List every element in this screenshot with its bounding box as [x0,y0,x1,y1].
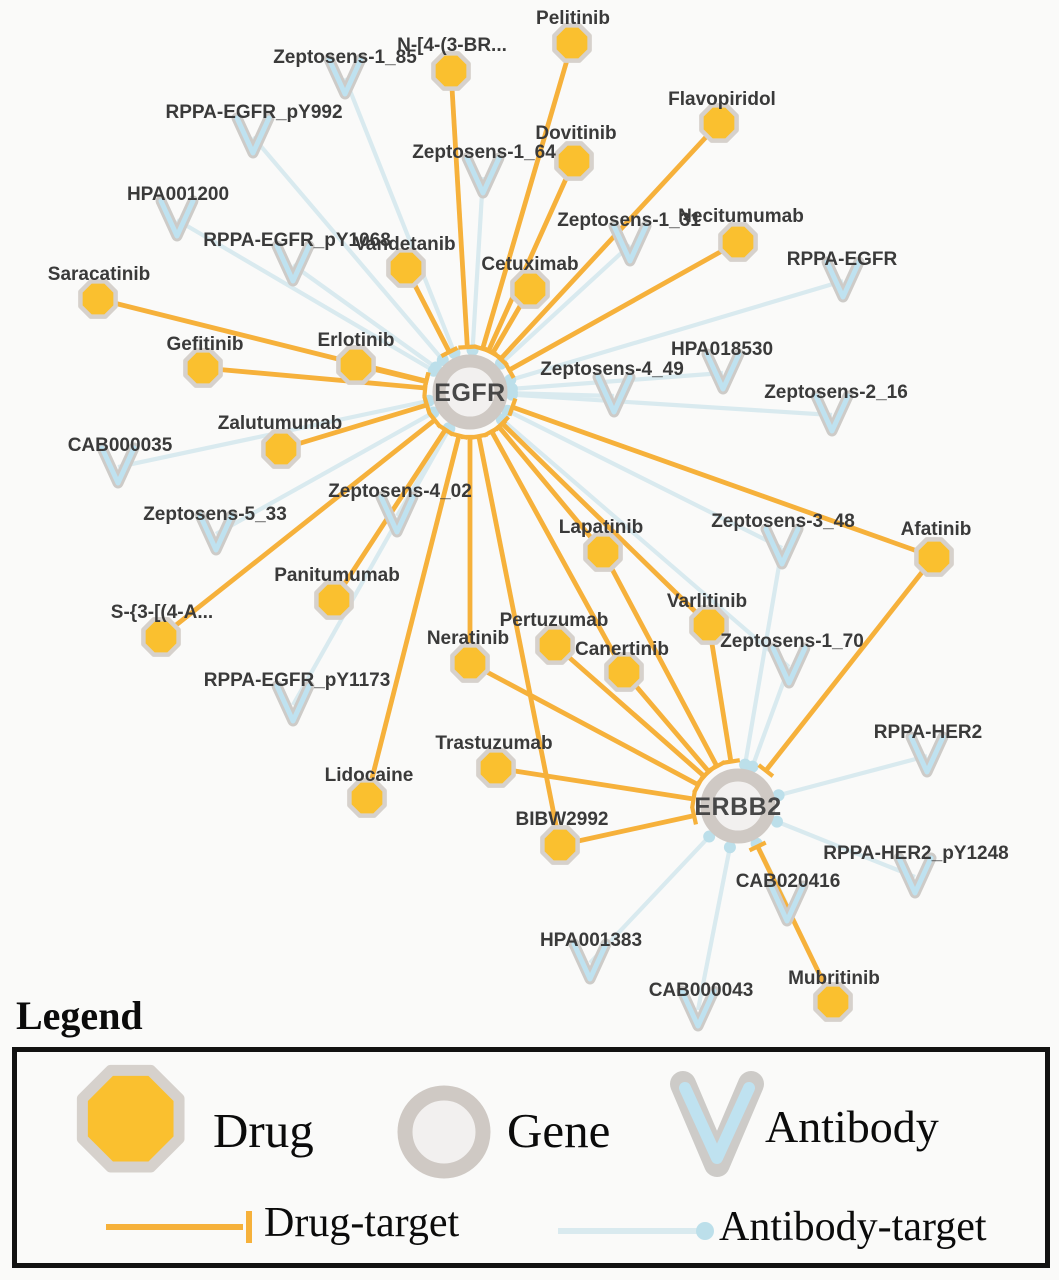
label-erlotinib: Erlotinib [317,330,395,351]
node-zalutumumab-drug-icon [263,431,298,466]
label-rppa-her2: RPPA-HER2 [873,722,983,743]
node-n4-3br-drug-icon [433,53,468,88]
label-rppa-egfr-py992: RPPA-EGFR_pY992 [165,102,343,123]
label-zep-5-33: Zeptosens-5_33 [143,504,287,525]
label-panitumumab: Panitumumab [274,565,400,586]
legend-drug-label: Drug [213,1103,314,1158]
label-erbb2: ERBB2 [694,793,782,821]
label-flavopiridol: Flavopiridol [668,89,776,110]
node-pertuzumab-drug-icon [537,627,572,662]
label-pelitinib: Pelitinib [536,8,610,29]
label-varlitinib: Varlitinib [666,591,748,612]
label-lidocaine: Lidocaine [324,765,414,786]
edge-tee-erlotinib-egfr [424,373,428,391]
label-lapatinib: Lapatinib [558,517,644,538]
label-egfr: EGFR [434,379,506,407]
node-dovitinib-drug-icon [556,143,591,178]
label-neratinib: Neratinib [426,628,510,649]
label-hpa001383: HPA001383 [539,930,643,951]
label-gefitinib: Gefitinib [166,334,244,355]
label-n4-3br: N-[4-(3-BR... [397,35,507,56]
node-panitumumab-drug-icon [316,582,351,617]
node-flavopiridol-drug-icon [701,105,736,140]
edge-tee-varlitinib-erbb2 [722,760,740,763]
label-zalutumumab: Zalutumumab [217,413,343,434]
label-saracatinib: Saracatinib [47,264,151,285]
legend-antibody-target-label: Antibody-target [719,1204,987,1250]
edge-rppa-her2-erbb2 [779,756,927,795]
node-gefitinib-drug-icon [185,350,220,385]
label-hpa018530: HPA018530 [670,339,774,360]
label-trastuzumab: Trastuzumab [435,733,553,754]
node-trastuzumab-drug-icon [478,750,513,785]
node-erlotinib-drug-icon [338,347,373,382]
label-cab020416: CAB020416 [735,871,841,892]
label-zep-3-48: Zeptosens-3_48 [711,511,855,532]
label-rppa-egfr-py1068: RPPA-EGFR_pY1068 [203,230,391,251]
label-dovitinib: Dovitinib [535,123,617,144]
label-zep-2-16: Zeptosens-2_16 [764,382,908,403]
label-zep-1-85: Zeptosens-1_85 [273,47,417,68]
label-vandetanib: Vandetanib [354,234,456,255]
label-cab000043: CAB000043 [648,980,754,1001]
label-zep-4-49: Zeptosens-4_49 [540,359,684,380]
node-s3-4a-drug-icon [143,619,178,654]
legend-drug-icon [62,1052,199,1187]
label-hpa001200: HPA001200 [126,184,230,205]
node-necitumumab-drug-icon [720,224,755,259]
legend-gene-label: Gene [507,1103,611,1158]
node-neratinib-drug-icon [452,645,487,680]
node-saracatinib-drug-icon [80,281,115,316]
label-afatinib: Afatinib [900,519,972,540]
edge-tee-n4-3br-egfr [458,347,476,348]
legend-box [12,1047,1050,1268]
node-pelitinib-drug-icon [554,25,589,60]
label-s3-4a: S-{3-[(4-A... [110,602,214,623]
node-afatinib-drug-icon [916,539,951,574]
label-zep-1-64: Zeptosens-1_64 [412,142,556,163]
label-rppa-her2-py1248: RPPA-HER2_pY1248 [823,843,1009,864]
label-necitumumab: Necitumumab [678,206,804,227]
legend-antibody-icon [685,1088,749,1158]
node-vandetanib-drug-icon [388,250,423,285]
label-rppa-egfr-py1173: RPPA-EGFR_pY1173 [203,670,391,691]
node-cetuximab-drug-icon [512,271,547,306]
edge-n4-3br-egfr [451,71,467,347]
node-mubritinib-drug-icon [815,984,850,1019]
labels-layer [48,8,1009,1001]
label-cetuximab: Cetuximab [481,254,579,275]
label-zep-1-70: Zeptosens-1_70 [720,631,864,652]
legend-gene-icon [405,1093,483,1171]
label-zep-1-31: Zeptosens-1_31 [557,210,701,231]
label-pertuzumab: Pertuzumab [499,610,609,631]
label-zep-4-02: Zeptosens-4_02 [328,481,472,502]
legend-antibody-target-dot [696,1222,714,1240]
legend-drug-target-label: Drug-target [264,1200,460,1246]
label-cab000035: CAB000035 [67,435,173,456]
edge-trastuzumab-erbb2 [496,768,694,799]
legend-antibody-label: Antibody [765,1101,939,1152]
label-bibw2992: BIBW2992 [515,809,609,830]
node-bibw2992-drug-icon [542,827,577,862]
label-rppa-egfr: RPPA-EGFR [786,249,898,270]
legend-title: Legend [16,993,143,1038]
label-mubritinib: Mubritinib [788,968,880,989]
label-canertinib: Canertinib [575,639,669,660]
node-lapatinib-drug-icon [585,534,620,569]
